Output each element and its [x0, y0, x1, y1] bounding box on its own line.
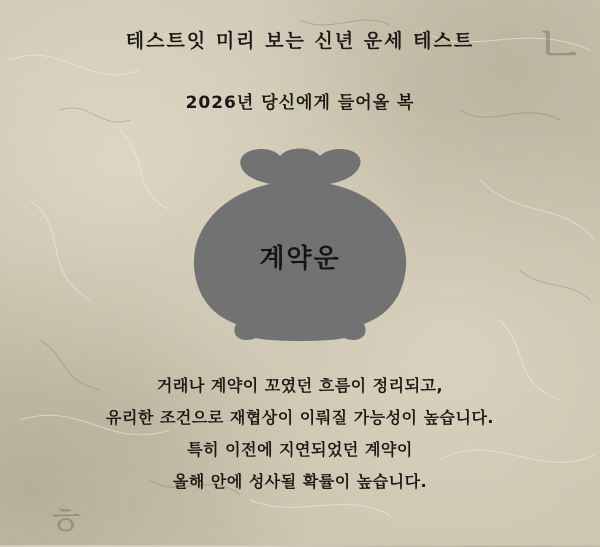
decorative-glyph-top-right: ㄴ [533, 13, 586, 76]
fortune-name: 계약운 [259, 244, 341, 274]
decorative-glyph-bottom-left: ㅎ [46, 499, 85, 545]
description-line: 거래나 계약이 꼬였던 흐름이 정리되고, [156, 376, 444, 395]
page-subtitle: 2026년 당신에게 들어올 복 [185, 93, 415, 113]
description-line: 유리한 조건으로 재협상이 이뤄질 가능성이 높습니다. [106, 408, 494, 427]
description-line: 특히 이전에 지연되었던 계약이 [187, 440, 413, 459]
page-title: 테스트잇 미리 보는 신년 운세 테스트 [125, 30, 475, 52]
fortune-description [0, 370, 600, 498]
description-line: 올해 안에 성사될 확률이 높습니다. [172, 472, 428, 491]
